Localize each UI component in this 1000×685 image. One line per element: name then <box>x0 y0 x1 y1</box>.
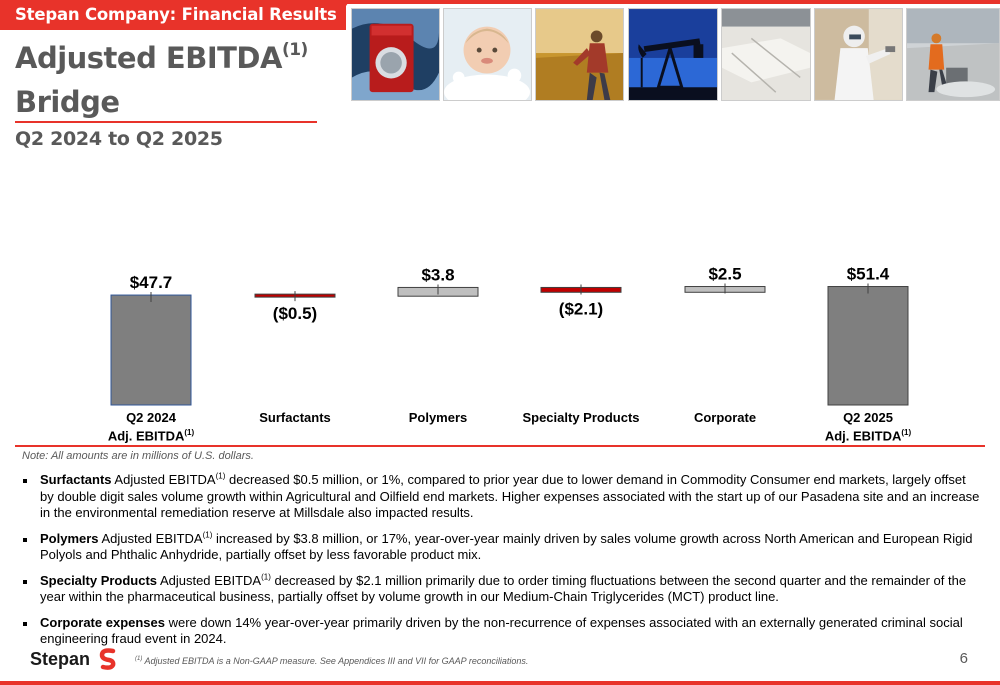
bullet-text: decreased by $2.1 million primarily due to order timing fluctuations between the second quarter and the remainder of the year within the pharmaceutical business, partially offset by volume growth in our Medium-Chain Triglycerides (MCT) product line. <box>40 572 967 604</box>
category-label-sup: (1) <box>901 428 912 437</box>
category-label-line1: Surfactants <box>259 410 331 425</box>
category-label-line1: Specialty Products <box>522 410 640 425</box>
bullet-metric: Adjusted EBITDA <box>111 472 216 487</box>
category-label-surfactants <box>225 410 365 425</box>
data-label: ($0.5) <box>272 304 318 324</box>
bullet-heading: Surfactants <box>40 472 112 487</box>
chart-bottom-rule <box>15 445 985 447</box>
stepan-s-icon <box>98 648 118 670</box>
stepan-logo <box>30 648 118 670</box>
bullet-metric: Adjusted EBITDA <box>98 530 203 546</box>
baby-bath-photo <box>443 8 532 101</box>
title-second-line: Bridge <box>15 85 120 119</box>
ebitda-bridge-chart <box>0 140 1000 445</box>
category-label-line1: Q2 2025 <box>843 410 893 425</box>
logo-wordmark: Stepan <box>30 648 91 669</box>
wheat-field-photo <box>535 8 624 101</box>
bullet-footnote-mark: (1) <box>202 530 213 540</box>
category-label-q2-2025 <box>798 410 938 443</box>
company-tab-label: Stepan Company: Financial Results <box>15 5 337 24</box>
bullet-text: decreased $0.5 million, or 1%, compared to prior year due to lower demand in Commodity Consumer end markets, largely offset by double digit sales volume growth within Agricultural and Oilfield end markets. Higher expenses associated with the start up of our Pasadena site and an increase in the environmental remediation reserve at Millsdale also impacted results. <box>40 472 980 520</box>
bullet-heading: Corporate expenses <box>40 614 165 630</box>
page-subtitle: Q2 2024 to Q2 2025 <box>15 128 223 150</box>
gaap-footnote <box>135 656 528 666</box>
bottom-accent-rule <box>0 681 1000 685</box>
bar-q2-2024-adj-ebitda-1 <box>111 295 191 405</box>
oil-pump-photo <box>628 8 718 101</box>
title-underline <box>15 121 317 123</box>
category-label-line1: Q2 2024 <box>126 410 176 425</box>
category-label-line1: Corporate <box>693 410 757 425</box>
page-title <box>15 36 345 124</box>
spray-foam-worker-photo <box>814 8 903 101</box>
category-label-line1: Polymers <box>408 410 468 425</box>
category-label-corporate <box>655 410 795 425</box>
list-item-polymers <box>22 531 982 564</box>
bullet-footnote-mark: (1) <box>215 471 226 481</box>
data-label: ($2.1) <box>558 299 604 319</box>
footnote-text: Adjusted EBITDA is a Non-GAAP measure. See Appendices III and VII for GAAP reconciliations. <box>142 656 529 666</box>
amounts-note: Note: All amounts are in millions of U.S. dollars. <box>22 450 254 462</box>
bullet-text: increased by $3.8 million, or 17%, year-over-year mainly driven by sales volume growth across North American and European Rigid Polyols and Phthalic Anhydride, partially offset by less favorable product mix. <box>40 530 973 562</box>
list-item-specialty-products <box>22 573 982 606</box>
category-label-sup: (1) <box>184 428 195 437</box>
footnote-mark: (1) <box>135 656 143 662</box>
list-item-surfactants <box>22 472 982 522</box>
data-label: $2.5 <box>708 264 742 284</box>
bullet-footnote-mark: (1) <box>261 572 271 582</box>
bullet-metric: Adjusted EBITDA <box>157 572 262 588</box>
category-label-q2-2024 <box>81 410 221 443</box>
bullet-text: were down 14% year-over-year primarily driven by the non-recurrence of expenses associated with an externally generated criminal social engineering fraud event in 2024. <box>40 614 963 646</box>
page-number: 6 <box>959 650 968 667</box>
washing-machine-photo <box>351 8 440 101</box>
category-label-specialty-products <box>511 410 651 425</box>
commentary-list <box>22 472 982 657</box>
road-worker-photo <box>906 8 1000 101</box>
bullet-heading: Polymers <box>40 530 99 546</box>
bar-q2-2025-adj-ebitda-1 <box>828 287 908 405</box>
category-label-line2: Adj. EBITDA <box>107 428 185 444</box>
title-main: Adjusted EBITDA <box>15 41 282 75</box>
data-label: $47.7 <box>129 273 173 293</box>
category-label-line2: Adj. EBITDA <box>824 428 902 444</box>
roof-panels-photo <box>721 8 811 101</box>
title-footnote-mark: (1) <box>281 40 308 61</box>
data-label: $51.4 <box>846 264 890 284</box>
bullet-heading: Specialty Products <box>40 572 158 588</box>
data-label: $3.8 <box>421 265 455 285</box>
list-item-corporate <box>22 615 982 648</box>
category-label-polymers <box>368 410 508 425</box>
